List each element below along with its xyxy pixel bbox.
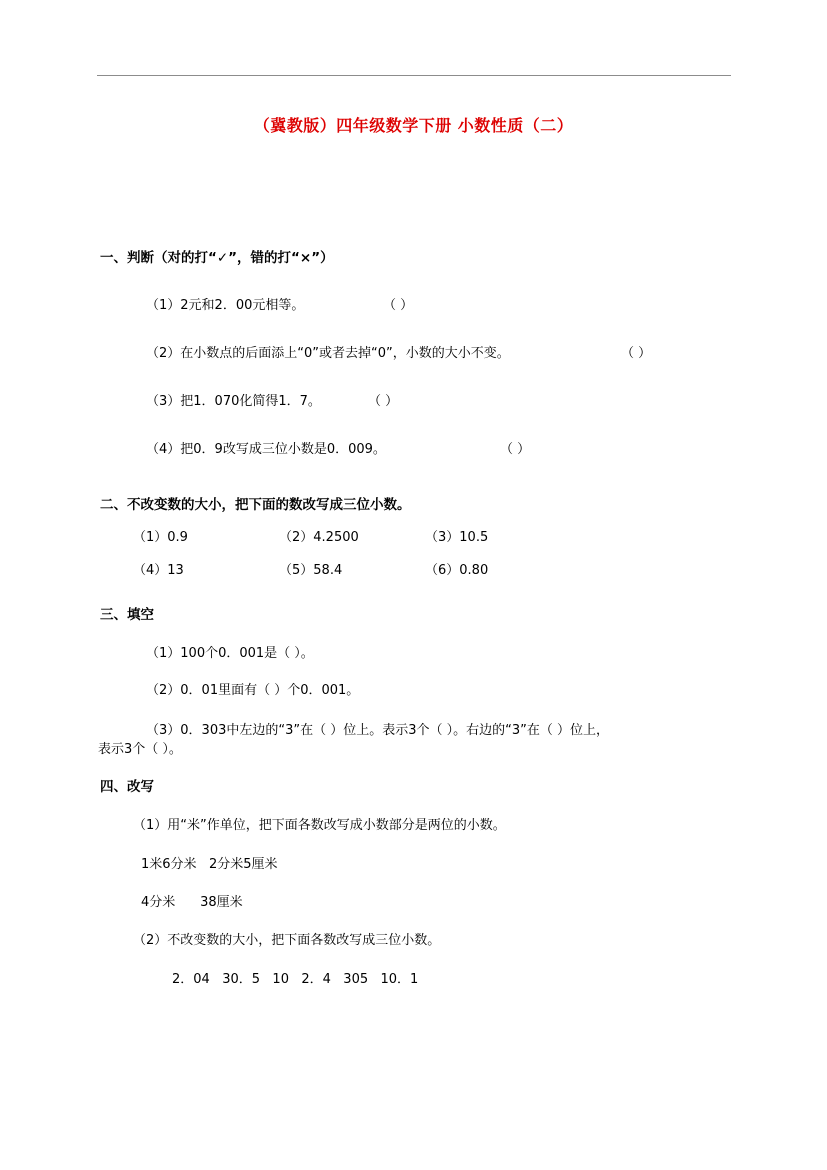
answer-blank-2: （ ） [621, 346, 652, 361]
number-item: （1）0.9 [133, 530, 188, 545]
judgement-item-2: （2）在小数点的后面添上“0”或者去掉“0”，小数的大小不变。 [146, 346, 510, 361]
section-heading-judgement: 一、判断（对的打“✓”，错的打“×”） [100, 250, 334, 266]
judgement-item-4: （4）把0．9改写成三位小数是0．009。 [146, 442, 386, 457]
number-item: （4）13 [133, 563, 184, 578]
rewrite-values-line-3: 2．04 30．5 10 2．4 305 10．1 [172, 972, 419, 987]
section-heading-rewrite: 四、改写 [100, 779, 154, 795]
number-item: （5）58.4 [279, 563, 343, 578]
rewrite-values-line-2: 4分米 38厘米 [141, 895, 243, 910]
fill-blank-item-2: （2）0．01里面有（ ）个0．001。 [146, 683, 360, 698]
document-title: （冀教版）四年级数学下册 小数性质（二） [253, 116, 574, 135]
judgement-item-1: （1）2元和2．00元相等。 [146, 298, 305, 313]
answer-blank-4: （ ） [500, 442, 531, 457]
number-item: （6）0.80 [425, 563, 489, 578]
judgement-item-3: （3）把1．070化简得1．7。 [146, 394, 321, 409]
rewrite-sub-question-1: （1）用“米”作单位，把下面各数改写成小数部分是两位的小数。 [133, 818, 506, 833]
answer-blank-3: （ ） [368, 394, 399, 409]
section-heading-rewrite-three-decimals: 二、不改变数的大小，把下面的数改写成三位小数。 [100, 497, 411, 513]
number-item: （3）10.5 [425, 530, 489, 545]
section-heading-fill-blank: 三、填空 [100, 607, 154, 623]
number-item: （2）4.2500 [279, 530, 359, 545]
rewrite-values-line-1: 1米6分米 2分米5厘米 [141, 857, 278, 872]
rewrite-sub-question-2: （2）不改变数的大小，把下面各数改写成三位小数。 [133, 933, 441, 948]
answer-blank-1: （ ） [383, 298, 414, 313]
fill-blank-item-3-continued: 表示3个（ ）。 [98, 742, 182, 757]
fill-blank-item-1: （1）100个0．001是（ ）。 [146, 646, 314, 661]
fill-blank-item-3: （3）0．303中左边的“3”在（ ）位上。表示3个（ ）。右边的“3”在（ ）位上， [146, 723, 610, 738]
header-rule [97, 75, 731, 76]
